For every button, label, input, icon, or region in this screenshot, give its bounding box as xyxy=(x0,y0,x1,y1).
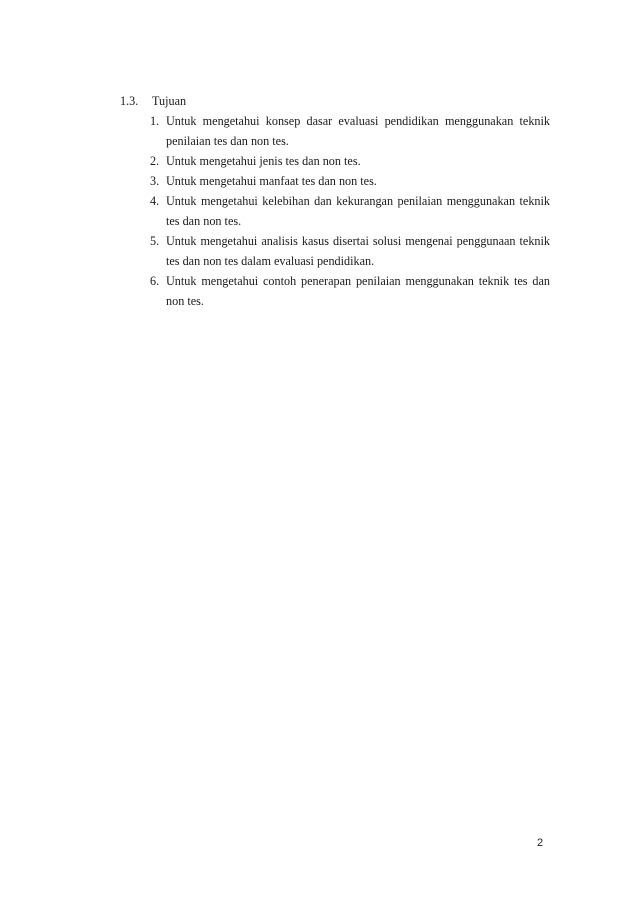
list-item xyxy=(150,111,550,151)
list-item-number: 1. xyxy=(150,114,160,128)
section-tujuan xyxy=(120,91,550,311)
list-item-text: Untuk mengetahui analisis kasus disertai solusi mengenai penggunaan teknik tes dan non tes dalam evaluasi pendidikan. xyxy=(166,234,550,268)
section-number: 1.3. xyxy=(120,94,139,108)
list-item-text: Untuk mengetahui kelebihan dan kekurangan penilaian menggunakan teknik tes dan non tes. xyxy=(166,194,550,228)
objectives-list xyxy=(150,111,550,311)
list-item-number: 6. xyxy=(150,274,160,288)
page-number: 2 xyxy=(537,837,544,849)
section-title: Tujuan xyxy=(152,94,187,108)
list-item-number: 3. xyxy=(150,174,160,188)
list-item-number: 5. xyxy=(150,234,160,248)
list-item-text: Untuk mengetahui contoh penerapan penilaian menggunakan teknik tes dan non tes. xyxy=(166,274,550,308)
list-item-text: Untuk mengetahui konsep dasar evaluasi pendidikan menggunakan teknik penilaian tes dan non tes. xyxy=(166,114,550,148)
section-heading xyxy=(120,91,550,111)
list-item-number: 4. xyxy=(150,194,160,208)
list-item xyxy=(150,231,550,271)
list-item xyxy=(150,171,550,191)
list-item-number: 2. xyxy=(150,154,160,168)
list-item xyxy=(150,191,550,231)
list-item-text: Untuk mengetahui jenis tes dan non tes. xyxy=(166,154,361,168)
list-item xyxy=(150,271,550,311)
list-item-text: Untuk mengetahui manfaat tes dan non tes. xyxy=(166,174,377,188)
list-item xyxy=(150,151,550,171)
